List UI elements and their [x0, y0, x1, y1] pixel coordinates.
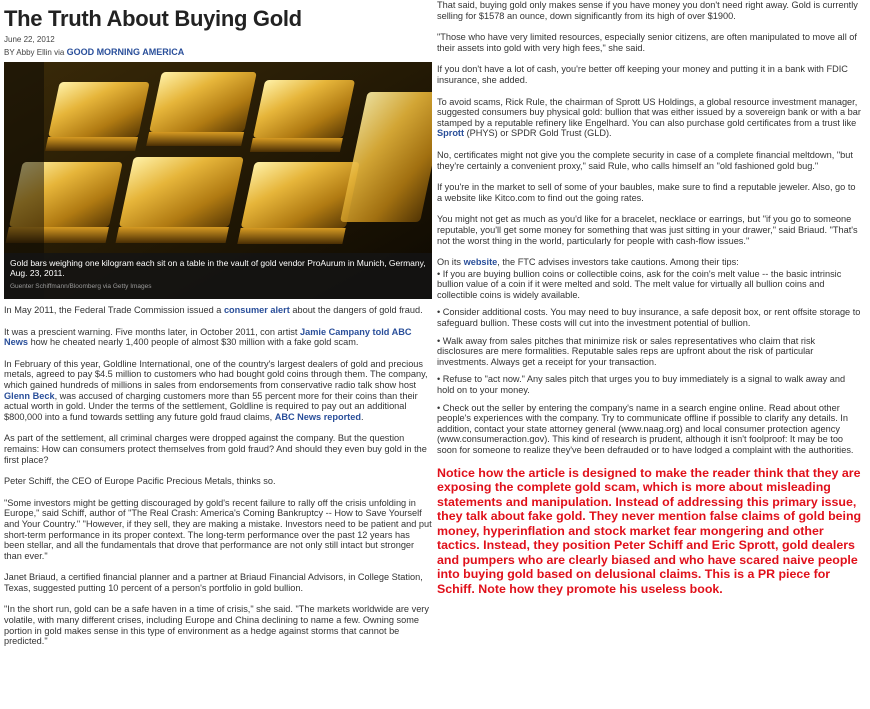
tip-additional-costs: • Consider additional costs. You may need to buy insurance, a safe deposit box, or rent offsite storage to safeguard bullion. These costs will cut into the investment potential of bullion. — [437, 307, 861, 329]
red-commentary: Notice how the article is designed to make the reader think that they are exposing the complete gold scam, which is more about misleading statements and manipulation. Instead of addressing this primary issue, they talk about fake gold. They never mention false claims of gold being money, hyperinflation and stock market fear mongering and other tactics. Instead, they position Peter Schiff and Eric Sprott, gold dealers and pumpers who are clearly biased and who have scared naive people into buying gold based on delusional claims. This is a PR piece for Schiff. Note how they promote his useless book. — [437, 465, 862, 596]
r8-text-b: , the FTC advises investors take cautions. Among their tips: — [497, 257, 739, 268]
paragraph-certificates: No, certificates might not give you the complete security in case of a complete financial meltdown, "but they're certainly a convenient proxy," said Rule, who calls himself an "old fashioned gold bug." — [437, 149, 853, 171]
p2-text-b: how he cheated nearly 1,400 people of almost $30 million with a fake gold scam. — [28, 337, 359, 348]
right-column — [437, 0, 862, 596]
glenn-beck-link[interactable]: Glenn Beck — [4, 390, 55, 401]
jamie-campany-link[interactable]: Jamie Campany told ABC News — [4, 326, 412, 348]
byline-source-link[interactable]: GOOD MORNING AMERICA — [66, 47, 185, 57]
p2-text-a: It was a prescient warning. Five months later, in October 2011, con artist — [4, 326, 301, 337]
r4-text-b: (PHYS) or SPDR Gold Trust (GLD). — [464, 128, 612, 139]
paragraph-bracelet: You might not get as much as you'd like for a bracelet, necklace or earrings, but "if you go to someone reputable, you'll get some money for something that was just sitting in your drawer," said Briaud. "That's not the worst thing in the world, particularly for people with cash-flow issues." — [437, 214, 858, 246]
tip-refuse-act-now: • Refuse to "act now." Any sales pitch that urges you to buy immediately is a signal to walk away and hold on to your money. — [437, 374, 846, 396]
paragraph-goldline — [4, 359, 432, 423]
ftc-website-link[interactable]: website — [463, 257, 498, 268]
byline — [4, 47, 432, 57]
left-column — [4, 6, 432, 658]
sprott-link[interactable]: Sprott — [437, 128, 465, 139]
article-title: The Truth About Buying Gold — [4, 6, 302, 31]
paragraph-that-said: That said, buying gold only makes sense if you have money you don't need right away. Gold is currently selling for $1578 an ounce, down significantly from its high of over $1900. — [437, 0, 858, 21]
photo-caption-text: Gold bars weighing one kilogram each sit on a table in the vault of gold vendor ProAurum in Munich, Germany, Aug. 23, 2011. — [10, 258, 426, 278]
paragraph-limited-resources: "Those who have very limited resources, especially senior citizens, are often manipulated to move all of their assets into gold with very high fees," she said. — [437, 32, 857, 53]
tip-melt-value: • If you are buying bullion coins or collectible coins, ask for the coin's melt value -- the basic intrinsic bullion value of a coin if it were melted and sold. The melt value for virtually all bullion coins and collectible coins is widely available. — [437, 268, 842, 300]
paragraph-rick-rule — [437, 97, 862, 139]
r8-text-a: On its — [437, 257, 464, 268]
article-date: June 22, 2012 — [4, 35, 55, 44]
abc-news-reported-link[interactable]: ABC News reported — [274, 411, 361, 422]
paragraph-prescient-warning — [4, 327, 432, 348]
paragraph-safe-haven: "In the short run, gold can be a safe haven in a time of crisis," she said. "The markets worldwide are very volatile, with many different crises, including Europe and China declining to name a few. Owning some portion in gold makes sense in this type of environment as a hedge against storms that cannot be predicted." — [4, 604, 429, 647]
paragraph-settlement: As part of the settlement, all criminal charges were dropped against the company. But the question remains: How can consumers protect themselves from gold fraud? And should they even buy gold in the first place? — [4, 433, 427, 465]
gold-bars-photo — [4, 62, 432, 299]
paragraph-peter-schiff: Peter Schiff, the CEO of Europe Pacific Precious Metals, thinks so. — [4, 476, 276, 487]
paragraph-fdic: If you don't have a lot of cash, you're better off keeping your money and putting it in a bank with FDIC insurance, she added. — [437, 64, 848, 85]
r4-text-a: To avoid scams, Rick Rule, the chairman of Sprott US Holdings, a global resource investment manager, suggested consumers buy physical gold: bullion that was either issued by a sovereign bank or with a bar stamped by a reputable refinery like Engelhard. You can also purchase gold certificates from a trust like — [437, 96, 861, 128]
paragraph-janet-briaud: Janet Briaud, a certified financial planner and a partner at Briaud Financial Advisors, in College Station, Texas, suggested putting 10 percent of a person's portfolio in gold bullion. — [4, 572, 423, 593]
paragraph-ftc-alert — [4, 305, 432, 316]
paragraph-schiff-quote: "Some investors might be getting discouraged by gold's recent failure to rally off the crisis unfolding in Europe," said Schiff, author of "The Real Crash: America's Coming Bankruptcy -- How to Save Yourself and Your Country." "However, if they sell, they are making a mistake. Investors need to be patient and put short-term performance in its proper context. The long-term performance over the past 12 years has been stellar, and all the fundamentals that drove that performance are not only still intact but stronger than ever." — [4, 497, 432, 561]
byline-prefix: BY Abby Ellin via — [4, 48, 67, 57]
p1-text-b: about the dangers of gold fraud. — [289, 305, 423, 315]
p3-text-a: In February of this year, Goldline International, one of the country's largest dealers of gold and precious metals, agreed to pay $4.5 million to customers who had bought gold coins through them. The company, which gained hundreds of millions in sales from endorsements from conservative radio talk show host — [4, 358, 428, 390]
photo-credit: Guenter Schiffmann/Bloomberg via Getty Images — [10, 283, 152, 290]
tip-walk-away: • Walk away from sales pitches that minimize risk or sales representatives who claim that risk disclosures are mere formalities. Reputable sales reps are upfront about the risk of particular investments. Always get a receipt for your transaction. — [437, 335, 816, 367]
consumer-alert-link[interactable]: consumer alert — [223, 305, 290, 315]
p3-text-b: , was accused of charging customers more than 55 percent more for their coins than their actual worth in gold. Under the terms of the settlement, Goldline is required to pay out an additional $800,000 into a fund towards settling any future gold fraud claims, — [4, 390, 418, 422]
tip-check-seller: • Check out the seller by entering the company's name in a search engine online. Read about other people's experiences with the company. Try to communicate offline if possible to clarify any details. In addition, contact your state attorney general (www.naag.org) and local consumer protection agency (www.consumeraction.gov). This kind of research is prudent, although it isn't foolproof: It may be too soon for someone to realize they've been defrauded or to have lodged a complaint with the authorities. — [437, 402, 854, 455]
paragraph-sell-baubles: If you're in the market to sell of some of your baubles, make sure to find a reputable jeweler. Also, go to a website like Kitco.com to find out the going rates. — [437, 182, 856, 203]
p1-text-a: In May 2011, the Federal Trade Commission issued a — [4, 305, 224, 315]
p3-text-c: . — [360, 411, 364, 422]
photo-caption — [4, 253, 432, 299]
paragraph-ftc-tips — [437, 257, 862, 268]
